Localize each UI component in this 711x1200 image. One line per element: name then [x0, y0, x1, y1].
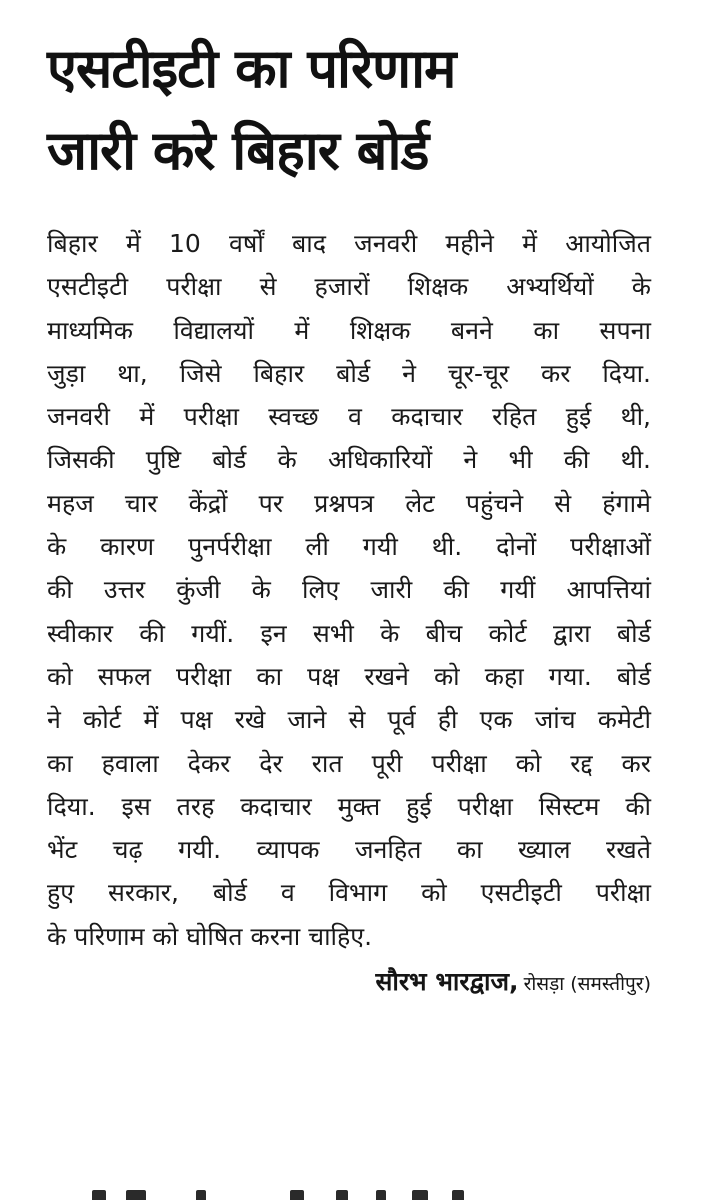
headline: [47, 28, 651, 192]
body-line: का हवाला देकर देर रात पूरी परीक्षा को रद्द कर: [47, 748, 651, 778]
body-line: एसटीइटी परीक्षा से हजारों शिक्षक अभ्यर्थियों के: [47, 272, 651, 302]
next-article-cropped-text: [0, 1188, 711, 1200]
body-line: भेंट चढ़ गयी. व्यापक जनहित का ख्याल रखते: [47, 835, 651, 865]
byline: [47, 964, 651, 998]
body-line: के परिणाम को घोषित करना चाहिए.: [47, 921, 373, 951]
body-line: को सफल परीक्षा का पक्ष रखने को कहा गया. बोर्ड: [47, 661, 651, 691]
author-location: रोसड़ा (समस्तीपुर): [523, 973, 651, 996]
body-line: के कारण पुनर्परीक्षा ली गयी थी. दोनों परीक्षाओं: [47, 532, 651, 562]
body-line: दिया. इस तरह कदाचार मुक्त हुई परीक्षा सिस्टम की: [47, 791, 651, 821]
body-line: जनवरी में परीक्षा स्वच्छ व कदाचार रहित हुई थी,: [47, 402, 651, 432]
body-line: महज चार केंद्रों पर प्रश्नपत्र लेट पहुंचने से हंगामे: [47, 488, 651, 518]
body-line: हुए सरकार, बोर्ड व विभाग को एसटीइटी परीक्षा: [47, 878, 651, 908]
body-line: जिसकी पुष्टि बोर्ड के अधिकारियों ने भी की थी.: [47, 445, 651, 475]
author-name: सौरभ भारद्वाज,: [375, 967, 519, 997]
body-line: ने कोर्ट में पक्ष रखे जाने से पूर्व ही एक जांच कमेटी: [47, 705, 651, 735]
article-body: [47, 222, 651, 958]
body-line: बिहार में 10 वर्षों बाद जनवरी महीने में आयोजित: [47, 229, 651, 258]
body-line: माध्यमिक विद्यालयों में शिक्षक बनने का सपना: [47, 315, 651, 345]
body-line: की उत्तर कुंजी के लिए जारी की गयीं आपत्तियां: [47, 575, 651, 605]
body-line: स्वीकार की गयीं. इन सभी के बीच कोर्ट द्वारा बोर्ड: [47, 618, 651, 648]
headline-line-1: एसटीइटी का परिणाम: [47, 37, 456, 100]
body-line: जुड़ा था, जिसे बिहार बोर्ड ने चूर-चूर कर दिया.: [47, 358, 651, 388]
headline-line-2: जारी करे बिहार बोर्ड: [47, 119, 429, 182]
